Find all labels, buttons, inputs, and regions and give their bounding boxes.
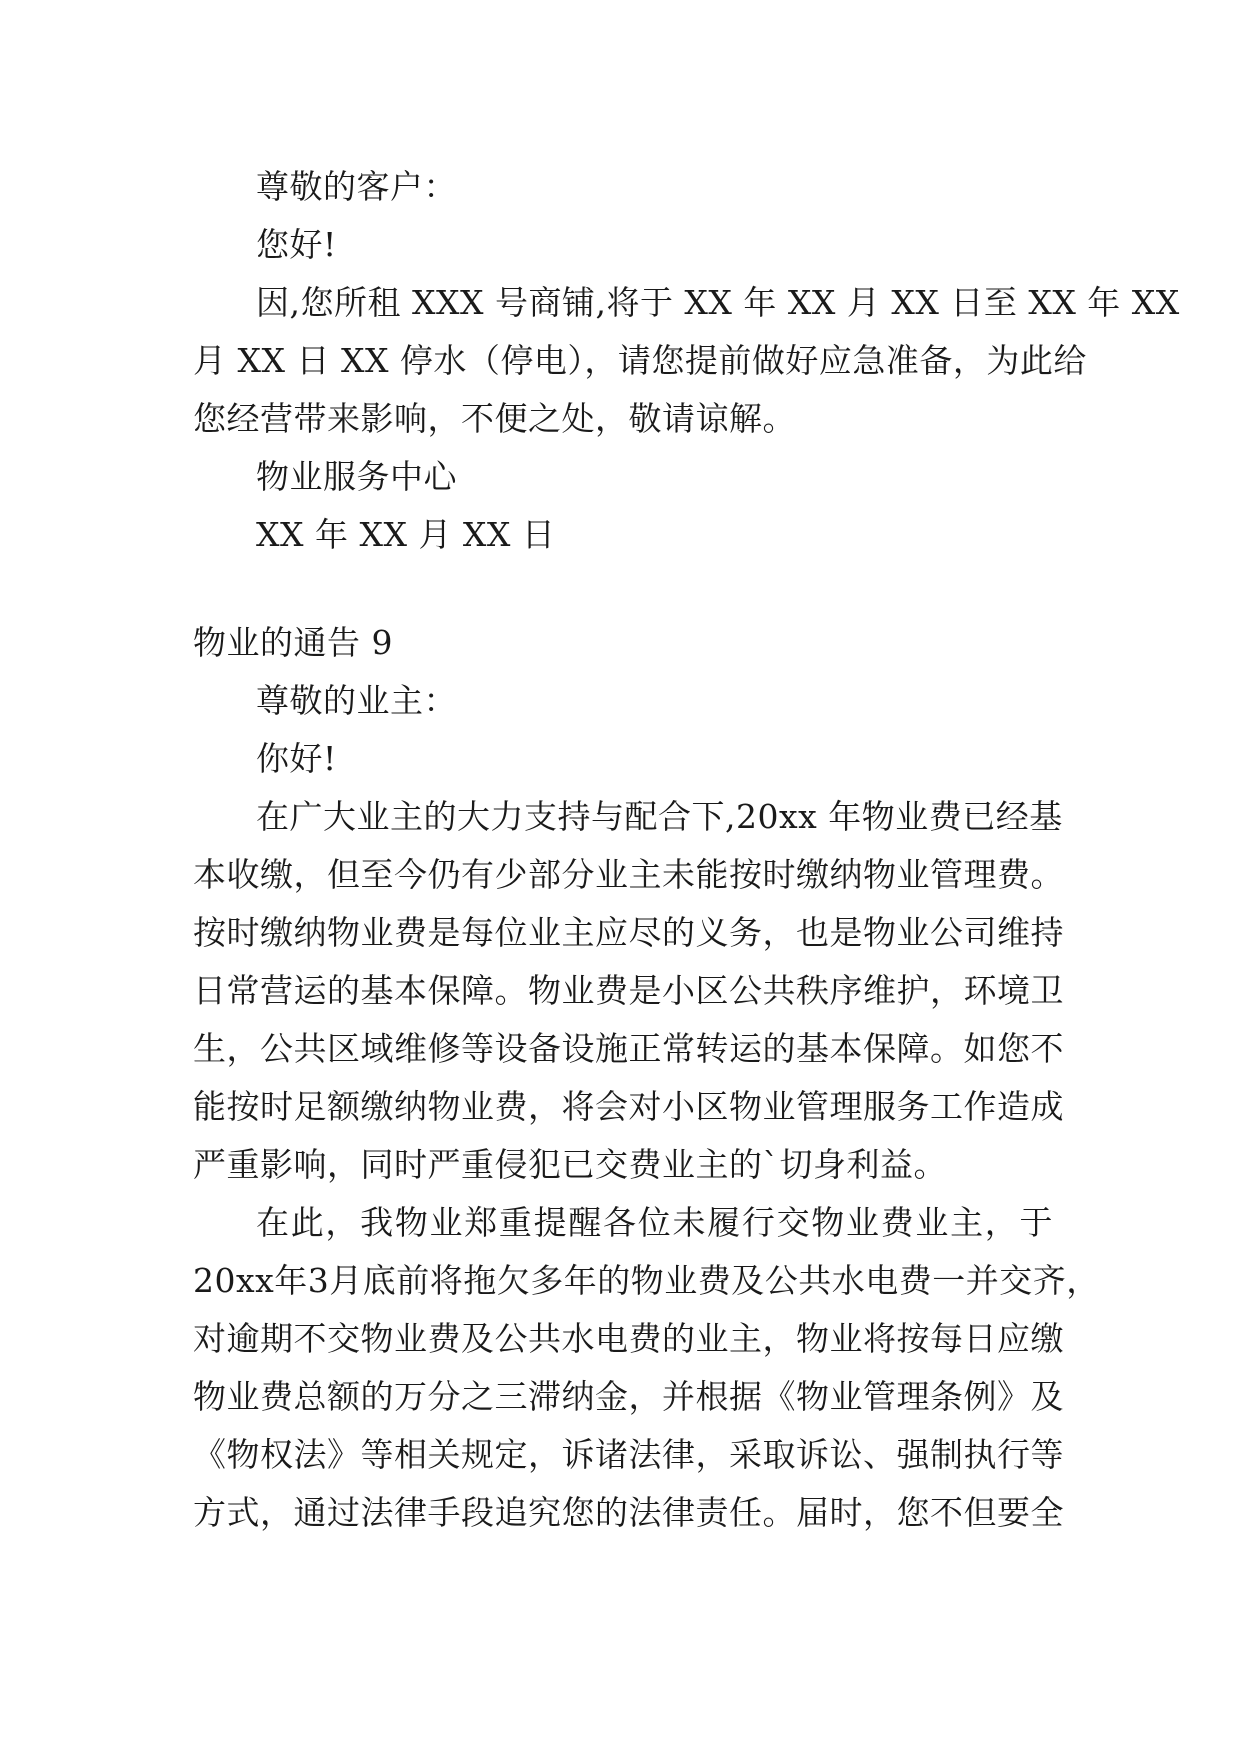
notice9-p1-line: 能按时足额缴纳物业费，将会对小区物业管理服务工作造成 [193, 1087, 1064, 1126]
notice8-salutation: 尊敬的客户： [256, 167, 457, 206]
notice8-signature: 物业服务中心 [256, 457, 457, 496]
notice9-p2-line: 在此，我物业郑重提醒各位未履行交物业费业主，于 [256, 1203, 1053, 1242]
notice9-title: 物业的通告 9 [193, 623, 393, 662]
notice8-date: XX 年 XX 月 XX 日 [256, 515, 556, 554]
notice9-p2-line: 20xx年3月底前将拖欠多年的物业费及公共水电费一并交齐， [193, 1261, 1100, 1300]
notice9-p1-line: 严重影响，同时严重侵犯已交费业主的`切身利益。 [193, 1145, 947, 1184]
notice9-p1-line: 生，公共区域维修等设备设施正常转运的基本保障。如您不 [193, 1029, 1064, 1068]
notice9-p1-line: 本收缴，但至今仍有少部分业主未能按时缴纳物业管理费。 [193, 855, 1064, 894]
notice9-p1-line: 日常营运的基本保障。物业费是小区公共秩序维护，环境卫 [193, 971, 1064, 1010]
notice9-salutation: 尊敬的业主： [256, 681, 457, 720]
notice8-body-line: 月 XX 日 XX 停水（停电），请您提前做好应急准备，为此给 [193, 341, 1087, 380]
notice9-p2-line: 对逾期不交物业费及公共水电费的业主，物业将按每日应缴 [193, 1319, 1064, 1358]
notice8-body-line: 因,您所租 XXX 号商铺,将于 XX 年 XX 月 XX 日至 XX 年 XX [256, 283, 1180, 322]
notice9-p2-line: 方式，通过法律手段追究您的法律责任。届时，您不但要全 [193, 1493, 1064, 1532]
notice9-p2-line: 《物权法》等相关规定，诉诸法律，采取诉讼、强制执行等 [193, 1435, 1064, 1474]
notice9-greeting: 你好! [256, 739, 337, 778]
notice9-p1-line: 在广大业主的大力支持与配合下,20xx 年物业费已经基 [256, 797, 1063, 836]
notice9-p1-line: 按时缴纳物业费是每位业主应尽的义务，也是物业公司维持 [193, 913, 1064, 952]
notice9-p2-line: 物业费总额的万分之三滞纳金，并根据《物业管理条例》及 [193, 1377, 1064, 1416]
notice8-greeting: 您好! [256, 225, 337, 264]
notice8-body-line: 您经营带来影响，不便之处，敬请谅解。 [193, 399, 796, 438]
